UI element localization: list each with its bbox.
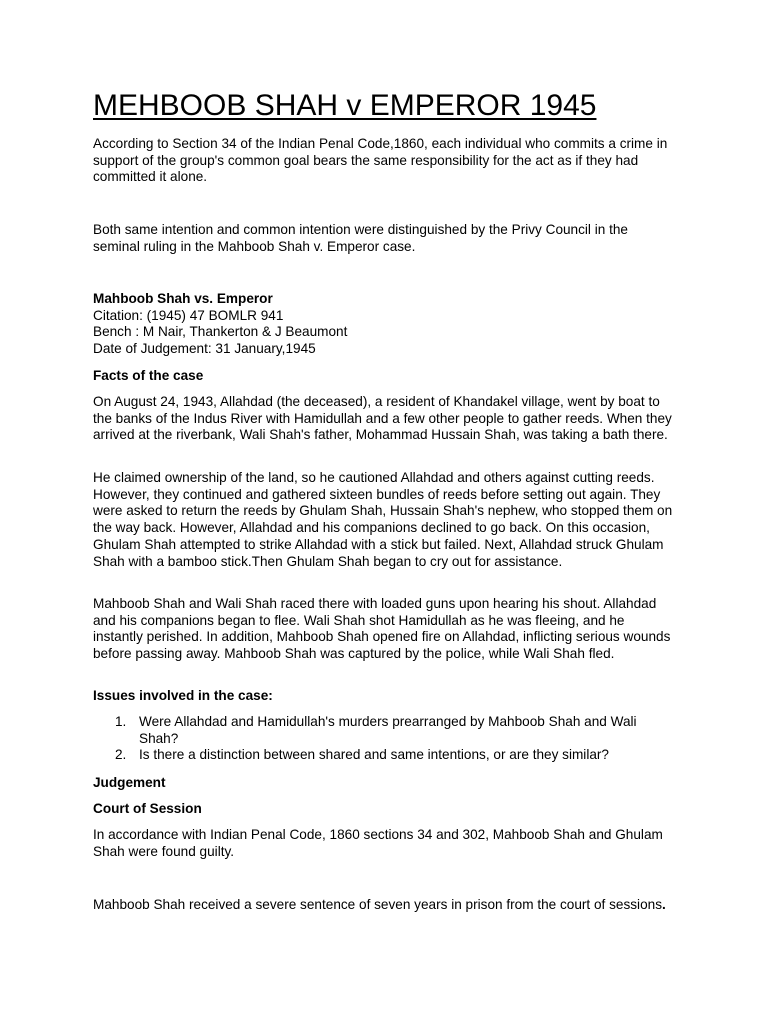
- facts-heading: Facts of the case: [93, 368, 204, 383]
- list-item: [93, 747, 678, 764]
- list-item-text: Were Allahdad and Hamidullah's murders prearranged by Mahboob Shah and Wali Shah?: [139, 714, 637, 746]
- case-judgement-date: Date of Judgement: 31 January,1945: [93, 341, 316, 357]
- facts-paragraph-3: Mahboob Shah and Wali Shah raced there with loaded guns upon hearing his shout. Allahdad and his companions began to flee. Wali Shah shot Hamidullah as he was fleeing, and he instantly perished. In addition, Mahboob Shah opened fire on Allahdad, inflicting serious wounds before passing away. Mahboob Shah was captured by the police, while Wali Shah fled.: [93, 596, 671, 662]
- facts-paragraph-1: On August 24, 1943, Allahdad (the deceased), a resident of Khandakel village, went by boat to the banks of the Indus River with Hamidullah and a few other people to gather reeds. When they arrived at the riverbank, Wali Shah's father, Mohammad Hussain Shah, was taking a bath there.: [93, 394, 672, 443]
- facts-paragraph-2: He claimed ownership of the land, so he cautioned Allahdad and others against cutting reeds. However, they continued and gathered sixteen bundles of reeds before setting out again. They were asked to return the reeds by Ghulam Shah, Hussain Shah's nephew, who stopped them on the way back. However, Allahdad and his companions declined to go back. On this occasion, Ghulam Shah attempted to strike Allahdad with a stick but failed. Next, Allahdad struck Ghulam Shah with a bamboo stick.Then Ghulam Shah began to cry out for assistance.: [93, 470, 673, 569]
- court-of-session-heading: Court of Session: [93, 801, 202, 816]
- list-item-text: Is there a distinction between shared and same intentions, or are they similar?: [139, 747, 609, 763]
- judgement-sentence-period: .: [662, 897, 666, 912]
- judgement-finding: In accordance with Indian Penal Code, 1860 sections 34 and 302, Mahboob Shah and Ghulam Shah were found guilty.: [93, 827, 663, 859]
- issues-heading: Issues involved in the case:: [93, 688, 273, 703]
- distinction-paragraph: Both same intention and common intention were distinguished by the Privy Council in the seminal ruling in the Mahboob Shah v. Emperor case.: [93, 222, 628, 254]
- case-bench: Bench : M Nair, Thankerton & J Beaumont: [93, 324, 348, 340]
- case-details-heading: Mahboob Shah vs. Emperor: [93, 291, 273, 306]
- list-item: [93, 714, 678, 747]
- judgement-sentence-paragraph: [93, 897, 678, 914]
- issues-list: [93, 714, 678, 764]
- list-item-number: 1.: [115, 714, 127, 729]
- judgement-heading: Judgement: [93, 775, 166, 790]
- case-details: [93, 291, 678, 358]
- case-citation: Citation: (1945) 47 BOMLR 941: [93, 307, 284, 323]
- document-title: MEHBOOB SHAH v EMPEROR 1945: [93, 89, 597, 122]
- judgement-sentence: Mahboob Shah received a severe sentence of seven years in prison from the court of sessions: [93, 897, 662, 912]
- intro-paragraph: According to Section 34 of the Indian Penal Code,1860, each individual who commits a crime in support of the group's common goal bears the same responsibility for the act as if they had committed it alone.: [93, 136, 668, 185]
- list-item-number: 2.: [115, 747, 127, 763]
